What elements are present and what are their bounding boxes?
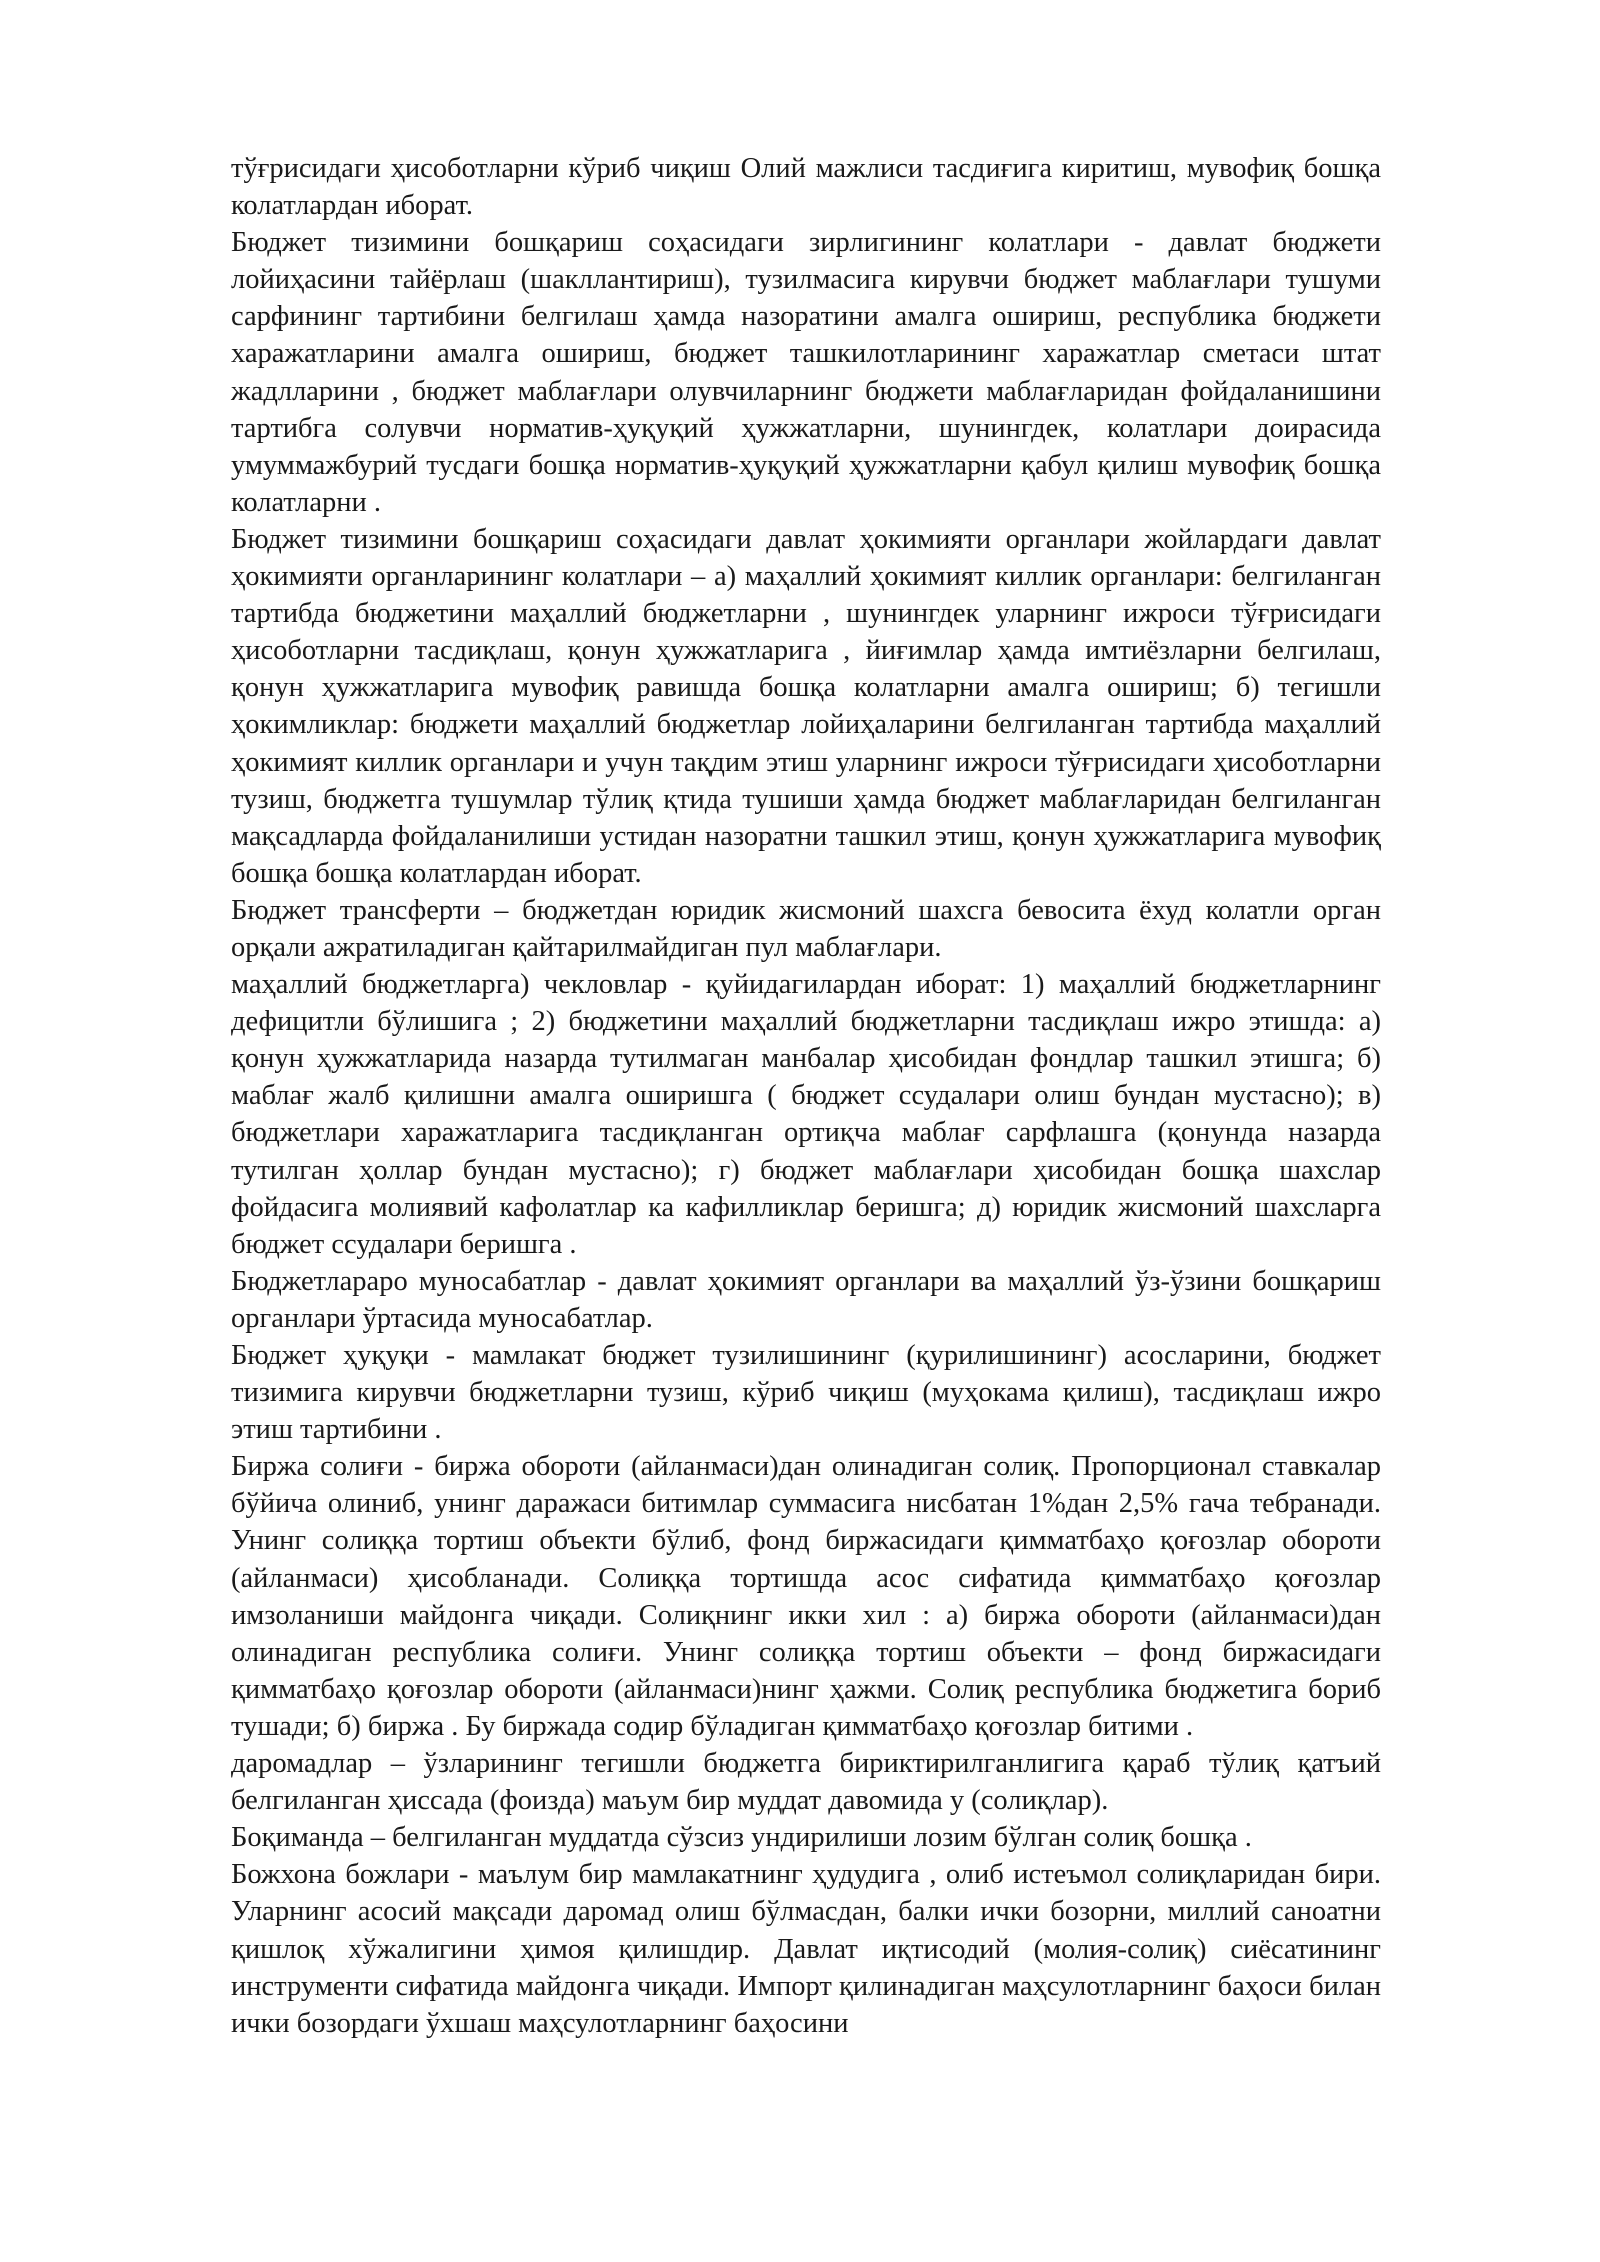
paragraph-3: Бюджет тизимини бошқариш соҳасидаги давлат ҳокимияти органлари жойлардаги давлат ҳокимияти органларининг колатлари – а) маҳаллий ҳокимият киллик органлари: белгиланган тартибда бюджетини маҳаллий бюджетларни , шунингдек уларнинг ижроси тўғрисидаги ҳисоботларни тасдиқлаш, қонун ҳужжатларига , йиғимлар ҳамда имтиёзларни белгилаш, қонун ҳужжатларига мувофиқ равишда бошқа колатларни амалга ошириш; б) тегишли ҳокимликлар: бюджети маҳаллий бюджетлар лойиҳаларини белгиланган тартибда маҳаллий ҳокимият киллик органлари и учун тақдим этиш уларнинг ижроси тўғрисидаги ҳисоботларни тузиш, бюджетга тушумлар тўлиқ қтида тушиши ҳамда бюджет маблағларидан белгиланган мақсадларда фойдаланилиши устидан назоратни ташкил этиш, қонун ҳужжатларига мувофиқ бошқа бошқа колатлардан иборат. bbox=[231, 523, 1381, 889]
paragraph-2: Бюджет тизимини бошқариш соҳасидаги зирлигининг колатлари - давлат бюджети лойиҳасини тайёрлаш (шакллантириш), тузилмасига кирувчи бюджет маблағлари тушуми сарфининг тартибини белгилаш ҳамда назоратини амалга ошириш, республика бюджети харажатларини амалга ошириш, бюджет ташкилотларининг харажатлар сметаси штат жадлларини , бюджет маблағлари олувчиларнинг бюджети маблағларидан фойдаланишини тартибга солувчи норматив-ҳуқуқий ҳужжатларни, шунингдек, колатлари доирасида умуммажбурий тусдаги бошқа норматив-ҳуқуқий ҳужжатларни қабул қилиш мувофиқ бошқа колатларни . bbox=[231, 227, 1381, 518]
paragraph-10: Боқиманда – белгиланган муддатда сўзсиз ундирилиши лозим бўлган солиқ бошқа . bbox=[231, 1822, 1252, 1854]
document-page bbox=[231, 150, 1381, 2042]
paragraph-5: маҳаллий бюджетларга) чекловлар - қуйидагилардан иборат: 1) маҳаллий бюджетларнинг дефицитли бўлишига ; 2) бюджетини маҳаллий бюджетларни тасдиқлаш ижро этишда: а) қонун ҳужжатларида назарда тутилмаган манбалар ҳисобидан фондлар ташкил этишга; б) маблағ жалб қилишни амалга оширишга ( бюджет ссудалари олиш бундан мустасно); в) бюджетлари харажатларига тасдиқланган ортиқча маблағ сарфлашга (қонунда назарда тутилган ҳоллар бундан мустасно); г) бюджет маблағлари ҳисобидан бошқа шахслар фойдасига молиявий кафолатлар ка кафилликлар беришга; д) юридик жисмоний шахсларга бюджет ссудалари беришга . bbox=[231, 969, 1381, 1260]
paragraph-11: Божхона божлари - маълум бир мамлакатнинг ҳудудига , олиб истеъмол солиқларидан бири. Уларнинг асосий мақсади даромад олиш бўлмасдан, балки ички бозорни, миллий саноатни қишлоқ хўжалигини ҳимоя қилишдир. Давлат иқтисодий (молия-солиқ) сиёсатининг инструменти сифатида майдонга чиқади. Импорт қилинадиган маҳсулотларнинг баҳоси билан ички бозордаги ўхшаш маҳсулотларнинг баҳосини bbox=[231, 1859, 1381, 2039]
paragraph-4: Бюджет трансферти – бюджетдан юридик жисмоний шахсга бевосита ёхуд колатли орган орқали ажратиладиган қайтарилмайдиган пул маблағлари. bbox=[231, 894, 1381, 963]
paragraph-1: тўғрисидаги ҳисоботларни кўриб чиқиш Олий мажлиси тасдиғига киритиш, мувофиқ бошқа колатлардан иборат. bbox=[231, 153, 1381, 222]
paragraph-8: Биржа солиғи - биржа обороти (айланмаси)дан олинадиган солиқ. Пропорционал ставкалар бўйича олиниб, унинг даражаси битимлар суммасига нисбатан 1%дан 2,5% гача тебранади. Унинг солиққа тортиш объекти бўлиб, фонд биржасидаги қимматбаҳо қоғозлар обороти (айланмаси) ҳисобланади. Солиққа тортишда асос сифатида қимматбаҳо қоғозлар имзоланиши майдонга чиқади. Солиқнинг икки хил : а) биржа обороти (айланмаси)дан олинадиган республика солиғи. Унинг солиққа тортиш объекти – фонд биржасидаги қимматбаҳо қоғозлар обороти (айланмаси)нинг ҳажми. Солиқ республика бюджетига бориб тушади; б) биржа . Бу биржада содир бўладиган қимматбаҳо қоғозлар битими . bbox=[231, 1451, 1381, 1742]
paragraph-7: Бюджет ҳуқуқи - мамлакат бюджет тузилишининг (қурилишининг) асосларини, бюджет тизимига кирувчи бюджетларни тузиш, кўриб чиқиш (муҳокама қилиш), тасдиқлаш ижро этиш тартибини . bbox=[231, 1340, 1381, 1446]
paragraph-9: даромадлар – ўзларининг тегишли бюджетга бириктирилганлигига қараб тўлиқ қатъий белгиланган ҳиссада (фоизда) маъум бир муддат давомида у (солиқлар). bbox=[231, 1748, 1381, 1817]
paragraph-6: Бюджетлараро муносабатлар - давлат ҳокимият органлари ва маҳаллий ўз-ўзини бошқариш органлари ўртасида муносабатлар. bbox=[231, 1265, 1381, 1334]
